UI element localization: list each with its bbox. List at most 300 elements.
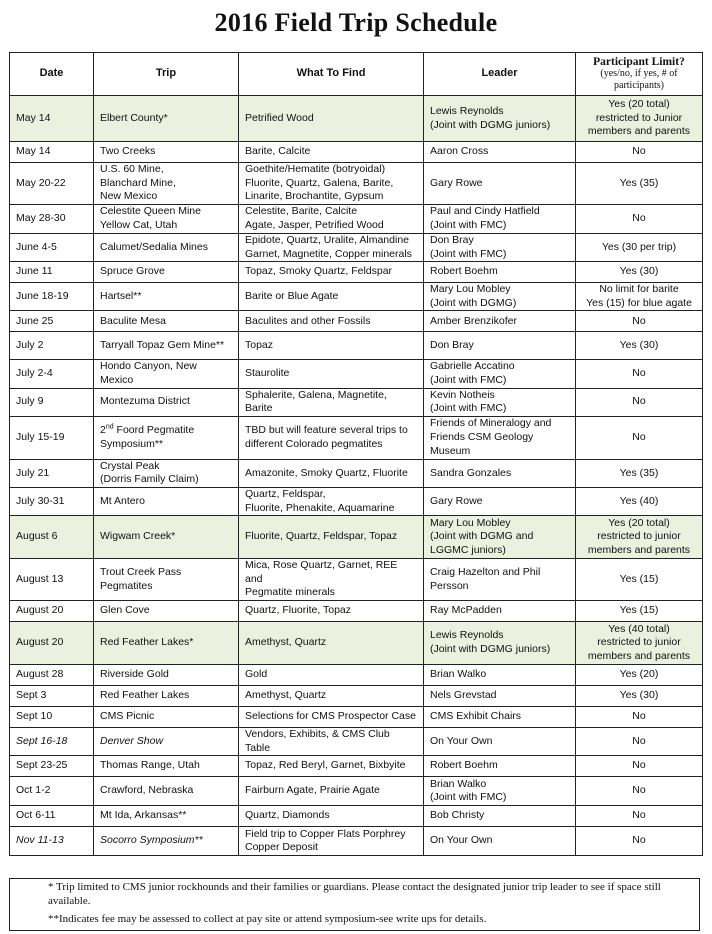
leader-cell-line: Sandra Gonzales [430, 466, 512, 479]
table-row [10, 283, 703, 311]
header-participant-limit [576, 53, 703, 96]
leader-cell-line: (Joint with FMC) [430, 791, 507, 804]
table-row [10, 756, 703, 777]
trip-cell-line: Wigwam Creek* [100, 530, 176, 543]
table-row [10, 332, 703, 360]
header-leader: Leader [424, 53, 576, 96]
trip-cell [94, 685, 239, 706]
table-row [10, 487, 703, 515]
limit-cell-line: Yes (20 total) [608, 98, 670, 111]
leader-cell [424, 262, 576, 283]
find-cell [239, 360, 424, 388]
schedule-rows [10, 96, 703, 856]
leader-cell-line: (Joint with DGMG juniors) [430, 118, 551, 131]
trip-cell-line: Glen Cove [100, 604, 150, 617]
leader-cell [424, 559, 576, 601]
table-row [10, 777, 703, 806]
trip-cell [94, 459, 239, 487]
find-cell-line: Topaz, Smoky Quartz, Feldspar [245, 265, 393, 278]
leader-cell-line: Brian Walko [430, 777, 487, 790]
limit-cell-line: Yes (15) [619, 572, 659, 585]
limit-cell-line: restricted to Junior [595, 111, 683, 124]
leader-cell [424, 142, 576, 163]
limit-cell-line: Yes (15) [619, 604, 659, 617]
leader-cell [424, 163, 576, 205]
date-cell: May 14 [10, 142, 94, 163]
date-cell: Sept 23-25 [10, 756, 94, 777]
limit-cell [576, 234, 703, 262]
find-cell-line: Amazonite, Smoky Quartz, Fluorite [245, 466, 408, 479]
trip-cell [94, 600, 239, 621]
leader-cell-line: Aaron Cross [430, 145, 489, 158]
find-cell-line: Vendors, Exhibits, & CMS Club Table [245, 727, 390, 754]
find-cell-line: Pegmatite minerals [245, 586, 335, 599]
limit-cell-line: No [632, 710, 646, 723]
find-cell-line: Mica, Rose Quartz, Garnet, REE and [245, 559, 398, 585]
leader-cell-line: (Joint with FMC) [430, 402, 507, 415]
leader-cell [424, 283, 576, 311]
leader-cell-line: Persson [430, 579, 469, 592]
trip-number: 2 [100, 424, 106, 437]
trip-cell-line: Yellow Cat, Utah [100, 219, 178, 231]
leader-cell-line: Paul and Cindy Hatfield [430, 205, 540, 218]
find-cell-line: Agate, Jasper, Petrified Wood [245, 219, 384, 231]
table-row [10, 559, 703, 601]
limit-cell [576, 311, 703, 332]
table-row [10, 459, 703, 487]
limit-cell [576, 756, 703, 777]
limit-cell [576, 332, 703, 360]
leader-cell-line: Nels Grevstad [430, 689, 497, 702]
table-row [10, 416, 703, 459]
trip-cell [94, 311, 239, 332]
limit-cell [576, 706, 703, 727]
limit-cell-line: Yes (35) [619, 466, 659, 479]
leader-cell [424, 806, 576, 827]
table-row [10, 311, 703, 332]
find-cell-line: Copper Deposit [245, 841, 318, 854]
leader-cell-line: (Joint with DGMG and [430, 530, 534, 543]
limit-cell [576, 685, 703, 706]
leader-cell [424, 234, 576, 262]
trip-cell-line: Blanchard Mine, [100, 176, 176, 189]
find-cell [239, 685, 424, 706]
find-cell [239, 621, 424, 664]
limit-cell-line: Yes (20) [619, 668, 659, 681]
trip-cell-line: Hondo Canyon, New [100, 360, 197, 373]
find-cell-line: Fluorite, Quartz, Galena, Barite, [245, 176, 394, 189]
footnote-fee: **Indicates fee may be assessed to collect at pay site or attend symposium-see write ups for details. [48, 913, 487, 925]
trip-cell [94, 827, 239, 856]
find-cell-line: Petrified Wood [245, 111, 314, 124]
trip-cell [94, 621, 239, 664]
find-cell [239, 332, 424, 360]
find-cell [239, 262, 424, 283]
table-row [10, 262, 703, 283]
find-cell [239, 664, 424, 685]
table-row [10, 827, 703, 856]
leader-cell-line: Gary Rowe [430, 176, 483, 189]
find-cell [239, 311, 424, 332]
date-cell: August 20 [10, 600, 94, 621]
table-row [10, 806, 703, 827]
table-row [10, 234, 703, 262]
trip-cell-line: Red Feather Lakes* [100, 636, 194, 649]
find-cell [239, 487, 424, 515]
find-cell-line: Selections for CMS Prospector Case [245, 710, 416, 723]
date-cell: Oct 1-2 [10, 777, 94, 806]
limit-cell [576, 621, 703, 664]
find-cell-line: TBD but will feature several trips to [245, 424, 408, 437]
leader-cell-line: Craig Hazelton and Phil [430, 565, 541, 578]
find-cell-line: different Colorado pegmatites [245, 437, 383, 450]
leader-cell-line: Mary Lou Mobley [430, 283, 511, 296]
find-cell-line: Celestite, Barite, Calcite [245, 205, 358, 218]
find-cell-line: Fluorite, Phenakite, Aquamarine [245, 501, 395, 514]
trip-cell [94, 360, 239, 388]
find-cell [239, 142, 424, 163]
leader-cell [424, 205, 576, 234]
trip-cell [94, 332, 239, 360]
trip-name: Foord Pegmatite [113, 424, 195, 437]
limit-cell-line: restricted to junior [597, 636, 681, 649]
find-cell-line: Quartz, Diamonds [245, 809, 330, 822]
date-cell: June 11 [10, 262, 94, 283]
trip-cell-line [100, 424, 232, 438]
limit-cell [576, 142, 703, 163]
trip-cell-line: Trout Creek Pass [100, 565, 182, 578]
leader-cell [424, 664, 576, 685]
limit-cell-line: No [632, 314, 646, 327]
find-cell [239, 388, 424, 416]
find-cell-line: Goethite/Hematite (botryoidal) [245, 163, 386, 176]
date-cell: June 18-19 [10, 283, 94, 311]
table-row [10, 664, 703, 685]
find-cell-line: Barite [245, 402, 273, 415]
date-cell: June 4-5 [10, 234, 94, 262]
leader-cell-line: Gabrielle Accatino [430, 360, 515, 373]
limit-cell-line: No [632, 367, 646, 380]
table-row [10, 621, 703, 664]
limit-cell-line: Yes (40 total) [608, 622, 670, 635]
find-cell [239, 706, 424, 727]
leader-cell [424, 777, 576, 806]
limit-cell-line: No [632, 834, 646, 847]
header-row [10, 53, 703, 96]
limit-cell-line: Yes (20 total) [608, 516, 670, 529]
header-date: Date [10, 53, 94, 96]
trip-cell [94, 559, 239, 601]
find-cell [239, 416, 424, 459]
leader-cell-line: On Your Own [430, 834, 493, 847]
limit-cell-line: No [632, 809, 646, 822]
leader-cell-line: (Joint with DGMG juniors) [430, 642, 551, 655]
trip-cell [94, 142, 239, 163]
leader-cell [424, 516, 576, 559]
limit-cell [576, 487, 703, 515]
trip-cell [94, 706, 239, 727]
limit-cell-line: Yes (30) [619, 265, 659, 278]
trip-cell-line: Mt Antero [100, 494, 145, 507]
find-cell [239, 459, 424, 487]
limit-cell-line: Yes (30) [619, 339, 659, 352]
page-title: 2016 Field Trip Schedule [214, 8, 498, 37]
date-cell: July 21 [10, 459, 94, 487]
trip-cell [94, 806, 239, 827]
table-row [10, 600, 703, 621]
date-cell: Sept 3 [10, 685, 94, 706]
find-cell-line: Epidote, Quartz, Uralite, Almandine [245, 234, 410, 246]
trip-cell [94, 205, 239, 234]
find-cell [239, 600, 424, 621]
trip-cell-line: Calumet/Sedalia Mines [100, 240, 208, 253]
trip-cell [94, 777, 239, 806]
leader-cell-line: Don Bray [430, 339, 474, 352]
find-cell-line: Staurolite [245, 367, 290, 380]
trip-cell-line: Red Feather Lakes [100, 689, 190, 702]
find-cell-line: Topaz [245, 339, 274, 352]
leader-cell-line: (Joint with FMC) [430, 219, 507, 231]
leader-cell [424, 487, 576, 515]
date-cell: August 28 [10, 664, 94, 685]
leader-cell [424, 459, 576, 487]
limit-cell-line: Yes (40) [619, 494, 659, 507]
trip-cell-line: Elbert County* [100, 111, 168, 124]
table-row [10, 706, 703, 727]
trip-cell-line: Baculite Mesa [100, 314, 166, 327]
limit-cell-line: No [632, 784, 646, 797]
date-cell: Nov 11-13 [10, 827, 94, 856]
find-cell-line: Fluorite, Quartz, Feldspar, Topaz [245, 530, 398, 543]
leader-cell-line: Kevin Notheis [430, 388, 495, 401]
trip-cell-line: New Mexico [100, 190, 158, 203]
trip-cell-line: Celestite Queen Mine [100, 205, 201, 218]
leader-cell-line: (Joint with DGMG) [430, 296, 517, 309]
leader-cell-line: CMS Exhibit Chairs [430, 710, 522, 723]
trip-cell [94, 727, 239, 755]
trip-cell-line: Hartsel** [100, 289, 142, 302]
trip-cell-line: Two Creeks [100, 145, 156, 158]
trip-cell [94, 664, 239, 685]
limit-cell [576, 516, 703, 559]
date-cell: July 30-31 [10, 487, 94, 515]
table-row [10, 516, 703, 559]
find-cell-line: Linarite, Brochantite, Gypsum [245, 190, 384, 203]
leader-cell-line: (Joint with FMC) [430, 373, 507, 386]
date-cell: May 14 [10, 96, 94, 142]
leader-cell-line: On Your Own [430, 734, 493, 747]
date-cell: August 20 [10, 621, 94, 664]
limit-cell [576, 727, 703, 755]
header-what-to-find: What To Find [239, 53, 424, 96]
table-row [10, 96, 703, 142]
limit-cell [576, 96, 703, 142]
table-row [10, 205, 703, 234]
leader-cell-line: Lewis Reynolds [430, 104, 504, 117]
limit-cell [576, 777, 703, 806]
find-cell [239, 756, 424, 777]
limit-cell-line: No [632, 145, 646, 158]
trip-cell-line: CMS Picnic [100, 710, 155, 723]
leader-cell-line: Gary Rowe [430, 494, 483, 507]
limit-cell-line: restricted to junior [597, 530, 681, 543]
date-cell: Oct 6-11 [10, 806, 94, 827]
trip-cell-line: Riverside Gold [100, 668, 169, 681]
limit-cell-line: No [632, 212, 646, 225]
trip-cell [94, 283, 239, 311]
leader-cell [424, 756, 576, 777]
participant-limit-title: Participant Limit? [593, 56, 685, 68]
limit-cell-line: Yes (15) for blue agate [586, 296, 692, 309]
trip-cell-line: Socorro Symposium** [100, 834, 203, 847]
date-cell: August 13 [10, 559, 94, 601]
trip-cell-line: Tarryall Topaz Gem Mine** [100, 339, 225, 352]
trip-cell [94, 516, 239, 559]
limit-cell-line: members and parents [587, 125, 691, 138]
find-cell-line: Quartz, Fluorite, Topaz [245, 604, 352, 617]
find-cell [239, 827, 424, 856]
find-cell [239, 163, 424, 205]
leader-cell-line: (Joint with FMC) [430, 247, 507, 260]
leader-cell-line: Amber Brenzikofer [430, 314, 517, 327]
trip-cell-line: Montezuma District [100, 395, 190, 408]
limit-cell-line: No [632, 759, 646, 772]
find-cell-line: Sphalerite, Galena, Magnetite, [245, 388, 387, 401]
limit-cell [576, 600, 703, 621]
leader-cell-line: Robert Boehm [430, 265, 498, 278]
trip-cell [94, 416, 239, 459]
leader-cell [424, 706, 576, 727]
date-cell: July 15-19 [10, 416, 94, 459]
leader-cell [424, 621, 576, 664]
trip-cell-line: Symposium** [100, 437, 164, 450]
limit-cell-line: Yes (30 per trip) [601, 240, 677, 253]
leader-cell-line: LGGMC juniors) [430, 543, 506, 556]
limit-cell-line: Yes (35) [619, 176, 659, 189]
limit-cell [576, 664, 703, 685]
leader-cell-line: Ray McPadden [430, 604, 502, 617]
limit-cell [576, 416, 703, 459]
date-cell: Sept 10 [10, 706, 94, 727]
find-cell-line: Garnet, Magnetite, Copper minerals [245, 247, 412, 260]
date-cell: July 2-4 [10, 360, 94, 388]
find-cell [239, 516, 424, 559]
leader-cell-line: Museum [430, 444, 471, 457]
leader-cell-line: Mary Lou Mobley [430, 516, 511, 529]
find-cell-line: Quartz, Feldspar, [245, 487, 326, 500]
find-cell-line: Amethyst, Quartz [245, 636, 327, 649]
find-cell [239, 205, 424, 234]
date-cell: July 9 [10, 388, 94, 416]
limit-cell [576, 827, 703, 856]
date-cell: Sept 16-18 [10, 727, 94, 755]
limit-cell-line: No limit for barite [599, 283, 679, 296]
trip-cell-line: Mt Ida, Arkansas** [100, 809, 187, 822]
trip-cell [94, 234, 239, 262]
limit-cell [576, 459, 703, 487]
find-cell [239, 234, 424, 262]
leader-cell [424, 600, 576, 621]
limit-cell [576, 388, 703, 416]
trip-cell [94, 262, 239, 283]
limit-cell [576, 559, 703, 601]
leader-cell [424, 360, 576, 388]
find-cell-line: Barite, Calcite [245, 145, 311, 158]
table-row [10, 685, 703, 706]
limit-cell-line: members and parents [587, 543, 691, 556]
leader-cell-line: Don Bray [430, 234, 474, 246]
find-cell-line: Field trip to Copper Flats Porphrey [245, 827, 406, 840]
table-row [10, 727, 703, 755]
leader-cell [424, 332, 576, 360]
leader-cell [424, 827, 576, 856]
participant-limit-subtitle: (yes/no, if yes, # of participants) [600, 68, 678, 91]
find-cell [239, 559, 424, 601]
table-row [10, 388, 703, 416]
date-cell: June 25 [10, 311, 94, 332]
trip-cell-line: U.S. 60 Mine, [100, 163, 164, 176]
leader-cell-line: Friends CSM Geology [430, 430, 534, 443]
leader-cell [424, 685, 576, 706]
limit-cell [576, 360, 703, 388]
trip-cell-line: Thomas Range, Utah [100, 759, 200, 772]
limit-cell [576, 806, 703, 827]
leader-cell [424, 388, 576, 416]
trip-cell-line: Pegmatites [100, 579, 153, 592]
find-cell-line: Amethyst, Quartz [245, 689, 327, 702]
limit-cell [576, 163, 703, 205]
leader-cell-line: Brian Walko [430, 668, 487, 681]
leader-cell-line: Bob Christy [430, 809, 485, 822]
trip-cell [94, 388, 239, 416]
trip-cell-line: Mexico [100, 373, 134, 386]
limit-cell [576, 262, 703, 283]
trip-cell-line: (Dorris Family Claim) [100, 473, 199, 486]
limit-cell-line: No [632, 734, 646, 747]
date-cell: August 6 [10, 516, 94, 559]
trip-cell-line: Spruce Grove [100, 265, 165, 278]
find-cell-line: Baculites and other Fossils [245, 314, 371, 327]
limit-cell [576, 283, 703, 311]
leader-cell [424, 727, 576, 755]
trip-cell [94, 96, 239, 142]
find-cell [239, 283, 424, 311]
limit-cell-line: No [632, 430, 646, 443]
leader-cell-line: Lewis Reynolds [430, 629, 504, 642]
find-cell-line: Barite or Blue Agate [245, 289, 339, 302]
find-cell-line: Gold [245, 668, 268, 681]
trip-cell [94, 756, 239, 777]
date-cell: July 2 [10, 332, 94, 360]
find-cell [239, 727, 424, 755]
trip-number-suffix: nd [105, 423, 114, 431]
find-cell-line: Topaz, Red Beryl, Garnet, Bixbyite [245, 759, 406, 772]
leader-cell [424, 311, 576, 332]
leader-cell-line: Friends of Mineralogy and [430, 417, 552, 430]
limit-cell-line: members and parents [587, 649, 691, 662]
find-cell-line: Fairburn Agate, Prairie Agate [245, 784, 380, 797]
table-row [10, 163, 703, 205]
trip-cell [94, 487, 239, 515]
footnotes [9, 878, 700, 931]
header-trip: Trip [94, 53, 239, 96]
trip-cell [94, 163, 239, 205]
limit-cell-line: No [632, 395, 646, 408]
date-cell: May 20-22 [10, 163, 94, 205]
table-row [10, 360, 703, 388]
limit-cell [576, 205, 703, 234]
limit-cell-line: Yes (30) [619, 689, 659, 702]
